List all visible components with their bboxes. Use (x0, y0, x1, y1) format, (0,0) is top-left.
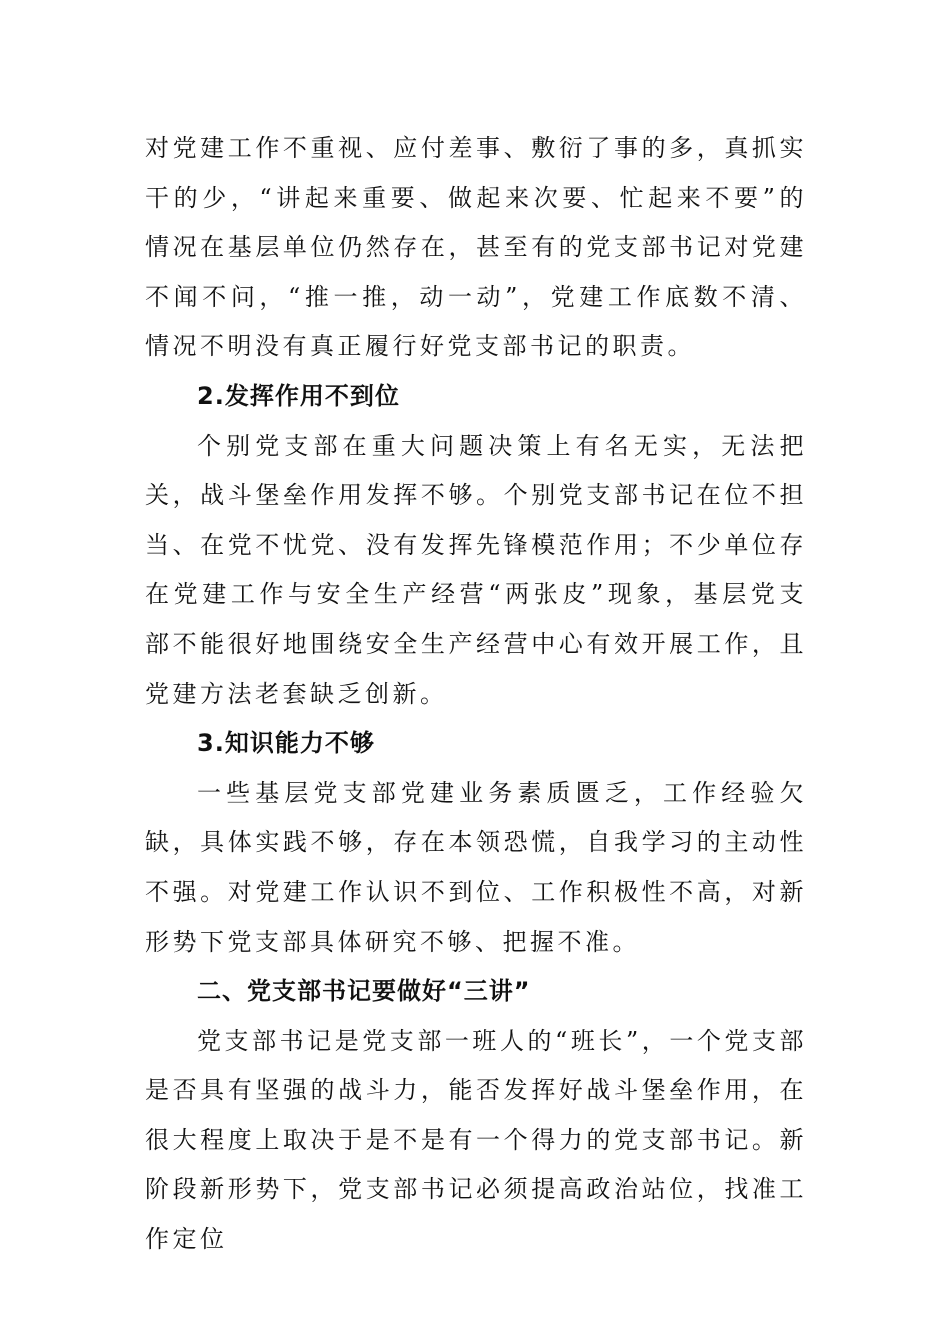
paragraph-secretary-role: 党支部书记是党支部一班人的“班长”，一个党支部是否具有坚强的战斗力，能否发挥好战斗堡垒作用，在很大程度上取决于是不是有一个得力的党支部书记。新阶段新形势下，党支部书记必须提高政治站位，找准工作定位 (145, 1026, 807, 1254)
section-heading-3: 3.知识能力不够 (197, 729, 375, 758)
paragraph-knowledge-ability: 一些基层党支部党建业务素质匮乏，工作经验欠缺，具体实践不够，存在本领恐慌，自我学习的主动性不强。对党建工作认识不到位、工作积极性不高，对新形势下党支部具体研究不够、把握不准。 (145, 778, 807, 956)
section-heading-three-talks: 二、党支部书记要做好“三讲” (197, 977, 531, 1006)
paragraph-role-performance: 个别党支部在重大问题决策上有名无实，无法把关，战斗堡垒作用发挥不够。个别党支部书记在位不担当、在党不忧党、没有发挥先锋模范作用；不少单位存在党建工作与安全生产经营“两张皮”现象，基层党支部不能很好地围绕安全生产经营中心有效开展工作，且党建方法老套缺乏创新。 (145, 431, 807, 708)
paragraph-continuation: 对党建工作不重视、应付差事、敷衍了事的多，真抓实干的少，“讲起来重要、做起来次要、忙起来不要”的情况在基层单位仍然存在，甚至有的党支部书记对党建不闻不问，“推一推，动一动”，党建工作底数不清、情况不明没有真正履行好党支部书记的职责。 (145, 134, 807, 361)
section-heading-2: 2.发挥作用不到位 (197, 381, 400, 410)
document-page (145, 124, 807, 1265)
